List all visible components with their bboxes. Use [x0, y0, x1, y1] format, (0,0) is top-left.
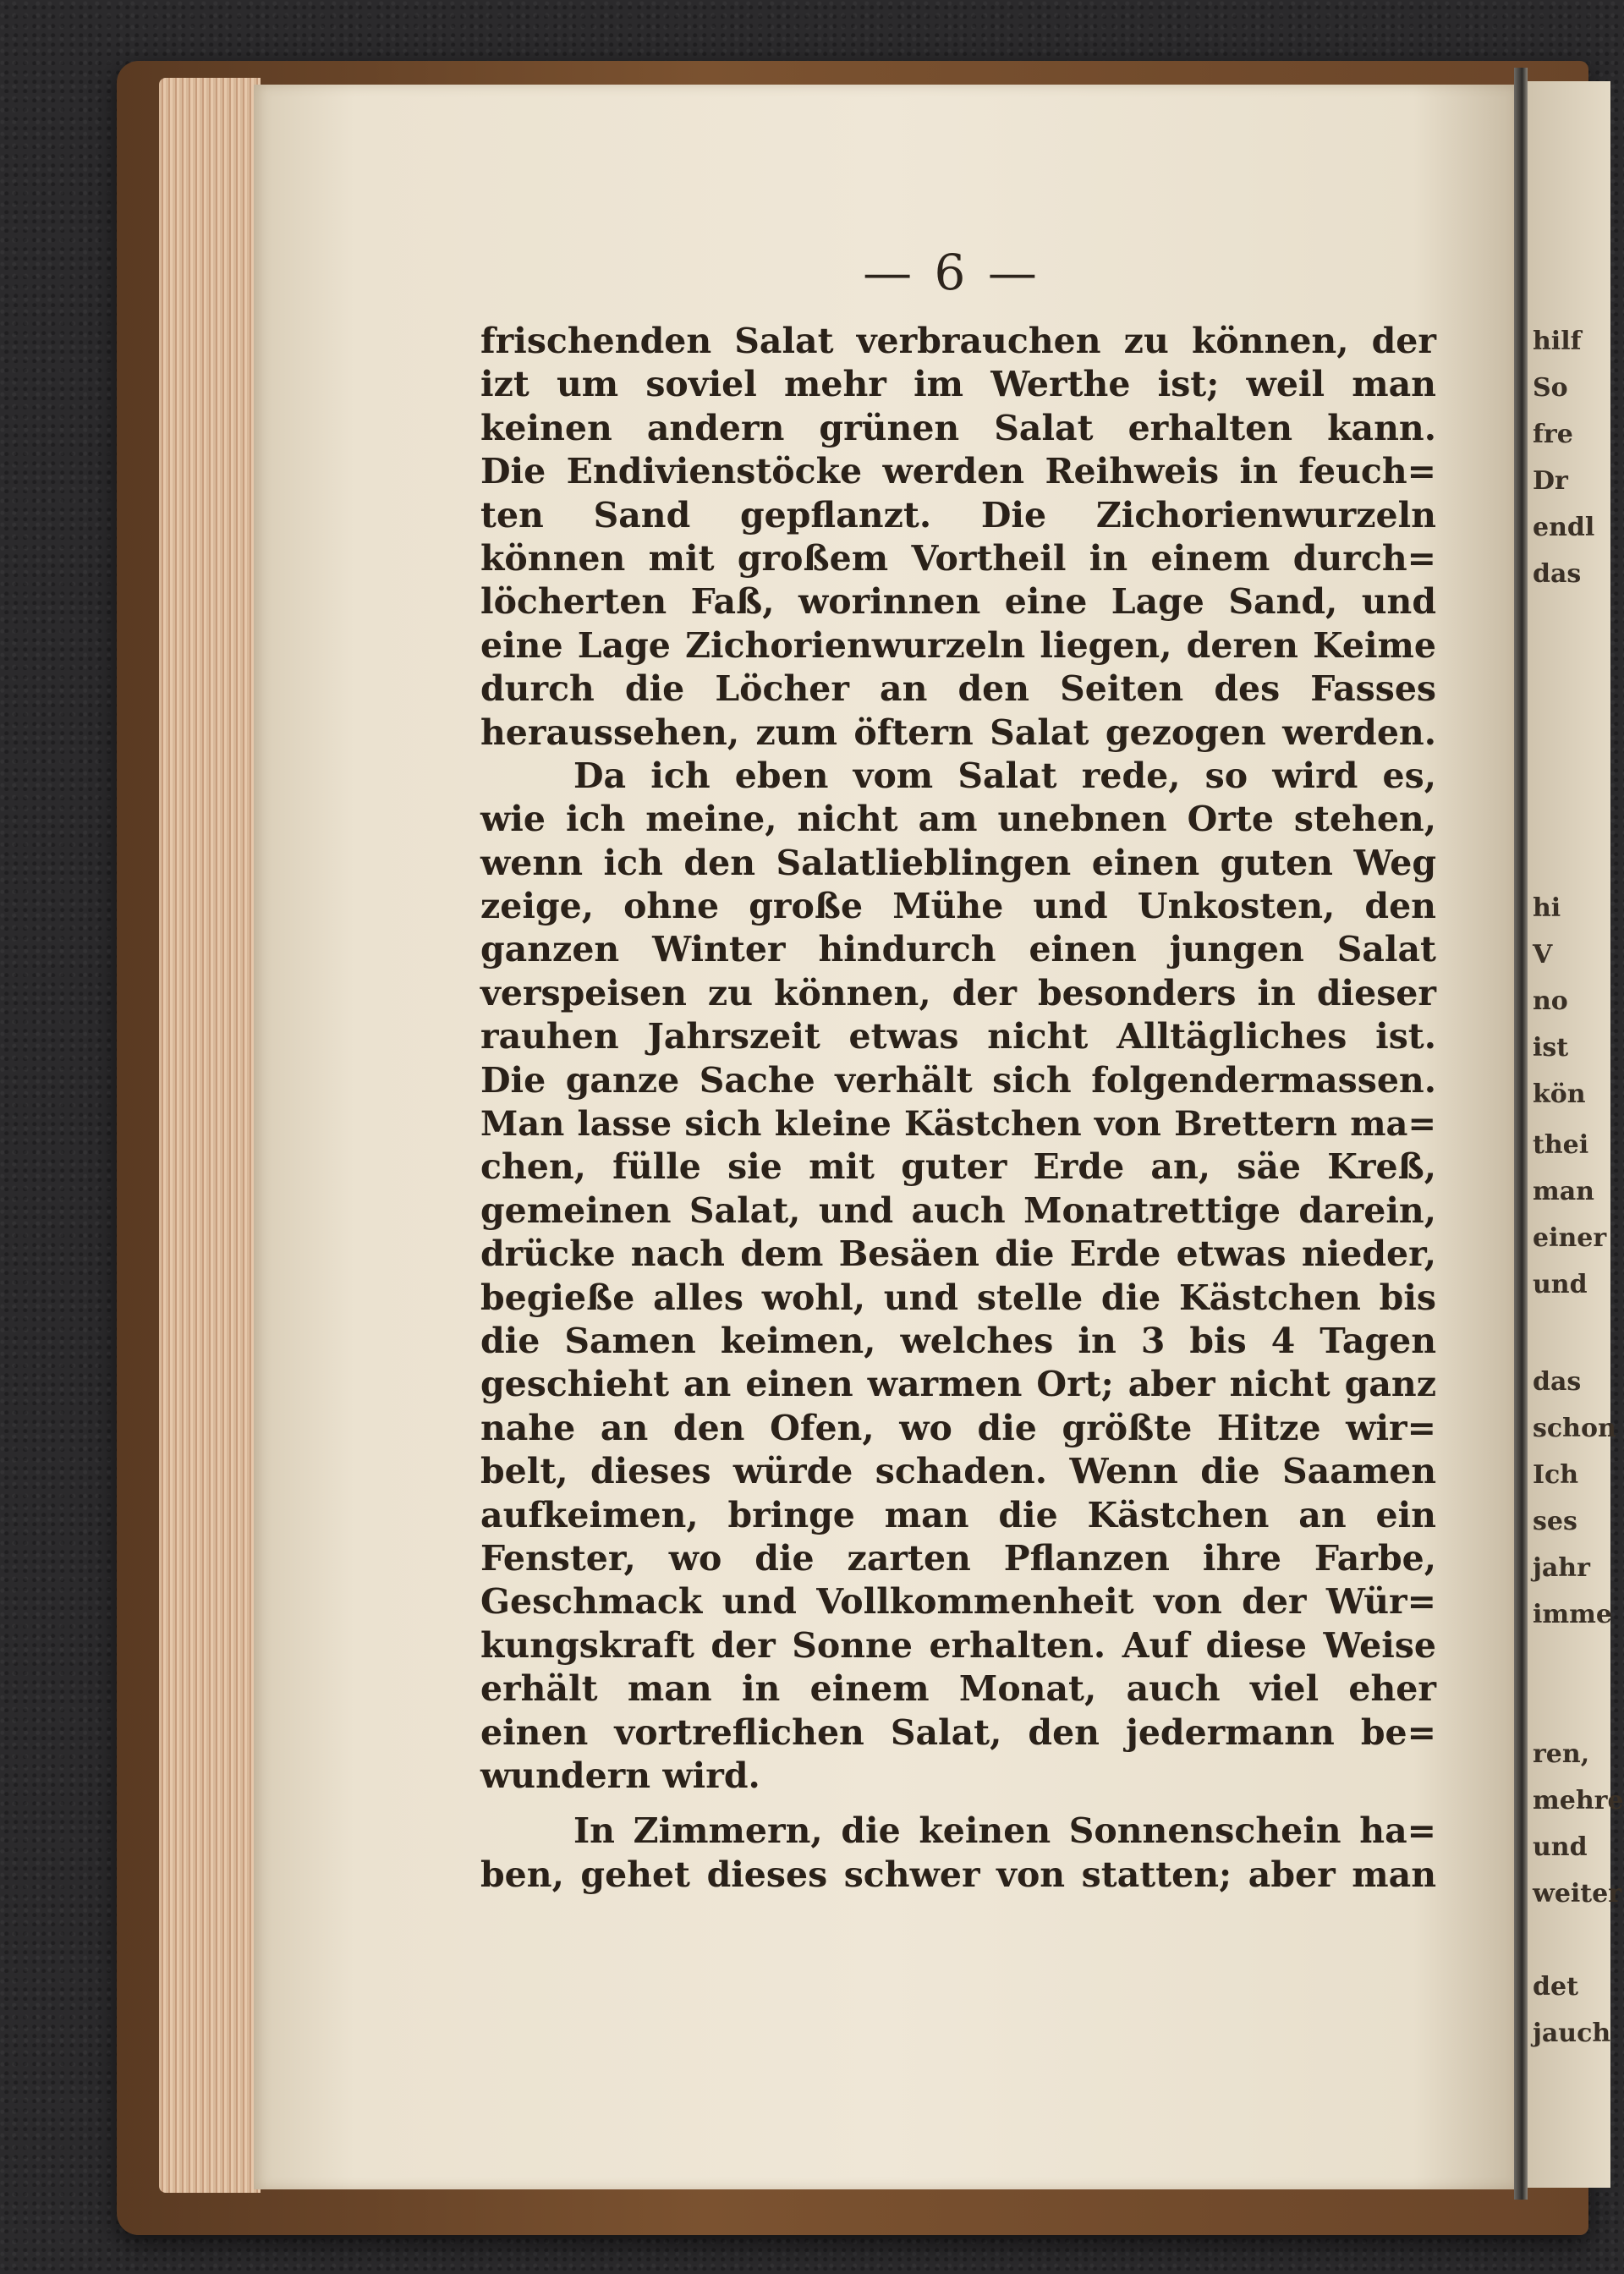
page-text — [480, 320, 1436, 1897]
text-line: können mit großem Vortheil in einem durch= — [480, 537, 1436, 579]
text-line: eine Lage Zichorienwurzeln liegen, deren Keime — [480, 624, 1436, 666]
text-line: wenn ich den Salatlieblingen einen guten Weg — [480, 842, 1436, 883]
page-number: — 6 — — [863, 244, 1040, 301]
text-line: ben, gehet dieses schwer von statten; aber man — [480, 1854, 1436, 1895]
next-page-fragment: ses — [1533, 1507, 1577, 1536]
text-line: Die Endivienstöcke werden Reihweis in feuch= — [480, 451, 1436, 492]
next-page-fragment: hi — [1533, 893, 1561, 923]
text-line: ten Sand gepflanzt. Die Zichorienwurzeln — [480, 494, 1436, 536]
text-line: nahe an den Ofen, wo die größte Hitze wir= — [480, 1407, 1436, 1448]
text-line: heraussehen, zum öftern Salat gezogen werden. — [480, 711, 1436, 753]
text-line: rauhen Jahrszeit etwas nicht Alltägliches ist. — [480, 1016, 1436, 1057]
next-page-fragment: und — [1533, 1270, 1588, 1299]
next-page-fragment: mehre — [1533, 1786, 1624, 1815]
next-page-fragment: hilf — [1533, 327, 1582, 356]
text-line: Die ganze Sache verhält sich folgendermassen. — [480, 1059, 1436, 1101]
next-page-fragment: kön — [1533, 1079, 1586, 1109]
page-edges — [159, 78, 261, 2193]
text-line: wundern wird. — [480, 1755, 760, 1796]
text-line: frischenden Salat verbrauchen zu können, der — [480, 321, 1436, 361]
text-line: durch die Löcher an den Seiten des Fasses — [480, 668, 1436, 710]
text-line: die Samen keimen, welches in 3 bis 4 Tagen — [480, 1320, 1436, 1361]
text-line: begieße alles wohl, und stelle die Kästchen bis — [480, 1277, 1436, 1318]
next-page-fragment: imme — [1533, 1600, 1612, 1629]
text-line: verspeisen zu können, der besonders in dieser — [480, 972, 1436, 1013]
next-page-fragment: ist — [1533, 1033, 1569, 1063]
next-page-fragment: Ich — [1533, 1460, 1579, 1490]
next-page-edge — [1528, 81, 1624, 2188]
next-page-fragment: fre — [1533, 420, 1573, 449]
text-line: wie ich meine, nicht am unebnen Orte stehen, — [480, 799, 1436, 840]
text-line: Man lasse sich kleine Kästchen von Brettern ma= — [480, 1104, 1436, 1145]
text-line: keinen andern grünen Salat erhalten kann. — [480, 407, 1436, 448]
next-page-fragment: So — [1533, 373, 1568, 403]
text-line: drücke nach dem Besäen die Erde etwas nieder, — [480, 1233, 1436, 1275]
text-line: geschieht an einen warmen Ort; aber nicht ganz — [480, 1364, 1436, 1405]
text-line: gemeinen Salat, und auch Monatrettige darein, — [480, 1189, 1436, 1231]
next-page-fragment: V — [1533, 940, 1553, 969]
next-page-fragment: das — [1533, 1367, 1582, 1397]
text-line: erhält man in einem Monat, auch viel eher — [480, 1668, 1436, 1710]
next-page-fragment: no — [1533, 986, 1568, 1016]
next-page-fragment: weiter — [1533, 1879, 1622, 1909]
text-line: ganzen Winter hindurch einen jungen Salat — [480, 929, 1436, 970]
text-line: kungskraft der Sonne erhalten. Auf diese Weise — [480, 1624, 1436, 1666]
book-gutter — [1514, 68, 1528, 2200]
next-page-fragment: ren, — [1533, 1739, 1590, 1769]
text-line: zeige, ohne große Mühe und Unkosten, den — [480, 886, 1436, 927]
next-page-fragment: man — [1533, 1177, 1594, 1206]
text-line: aufkeimen, bringe man die Kästchen an ein — [480, 1494, 1436, 1535]
next-page-fragment: schon — [1533, 1414, 1616, 1443]
text-line: belt, dieses würde schaden. Wenn die Saamen — [480, 1451, 1436, 1492]
text-line: izt um soviel mehr im Werthe ist; weil man — [480, 364, 1436, 405]
next-page-fragment: det — [1533, 1972, 1578, 2002]
next-page-fragment: und — [1533, 1832, 1588, 1862]
next-page-fragment: jahr — [1533, 1553, 1590, 1583]
text-line: Fenster, wo die zarten Pflanzen ihre Farbe, — [480, 1537, 1436, 1579]
next-page-fragment: Dr — [1533, 466, 1568, 496]
text-line: einen vortreflichen Salat, den jedermann be= — [480, 1711, 1436, 1753]
text-line: In Zimmern, die keinen Sonnenschein ha= — [573, 1810, 1436, 1852]
text-line: löcherten Faß, worinnen eine Lage Sand, und — [480, 581, 1436, 623]
next-page-fragment: jauch — [1533, 2019, 1611, 2048]
next-page-fragment: endl — [1533, 513, 1595, 542]
text-line: chen, fülle sie mit guter Erde an, säe Kreß, — [480, 1146, 1436, 1188]
text-line: Da ich eben vom Salat rede, so wird es, — [573, 755, 1436, 796]
next-page-fragment: einer — [1533, 1223, 1607, 1253]
text-line: Geschmack und Vollkommenheit von der Wür= — [480, 1581, 1436, 1623]
next-page-fragment: das — [1533, 559, 1582, 589]
next-page-fragment: thei — [1533, 1130, 1589, 1160]
